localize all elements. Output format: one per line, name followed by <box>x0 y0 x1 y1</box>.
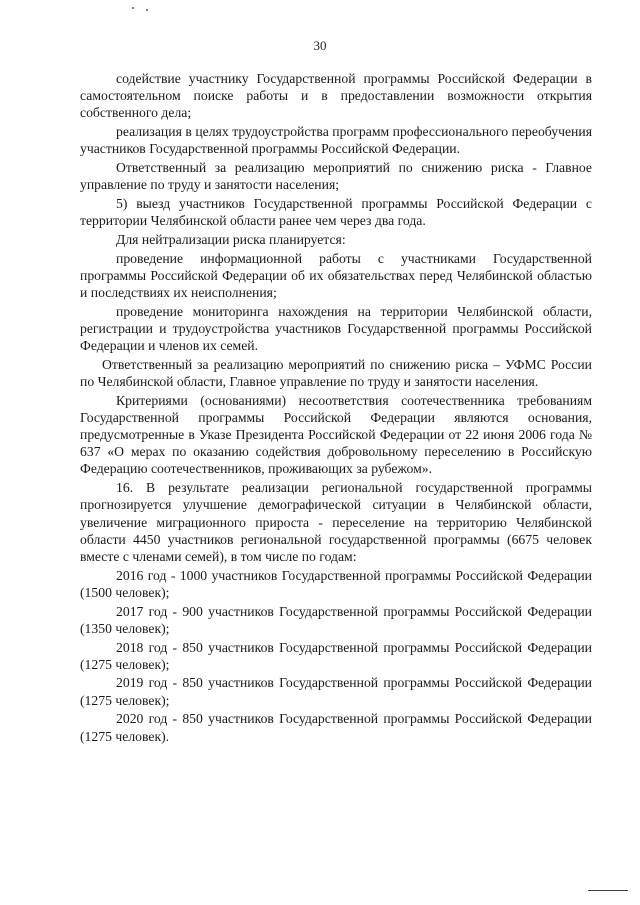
scan-artifact <box>146 9 148 11</box>
page-number: 30 <box>313 38 327 53</box>
scan-artifact-line <box>588 890 628 891</box>
paragraph: 2016 год - 1000 участников Государственной программы Российской Федерации (1500 человек); <box>80 567 592 600</box>
paragraph: Критериями (основаниями) несоответствия соотечественника требованиям Государственной программы Российской Федерации являются основания, предусмотренные в Указе Президента Российской Федерации от 22 июня 2006 года № 637 «О мерах по оказанию содействия добровольному переселению в Российскую Федерацию соотечественников, проживающих за рубежом». <box>80 392 592 477</box>
paragraph: 2019 год - 850 участников Государственной программы Российской Федерации (1275 человек); <box>80 675 592 708</box>
paragraph: 2020 год - 850 участников Государственной программы Российской Федерации (1275 человек). <box>80 711 592 744</box>
paragraph: проведение информационной работы с участниками Государственной программы Российской Федерации об их обязательствах перед Челябинской областью и последствиях их неисполнения; <box>80 250 592 300</box>
scan-artifact <box>132 7 134 9</box>
paragraph: 5) выезд участников Государственной программы Российской Федерации с территории Челябинской области ранее чем через два года. <box>80 195 592 229</box>
paragraph: 2017 год - 900 участников Государственной программы Российской Федерации (1350 человек); <box>80 603 592 636</box>
paragraph: содействие участнику Государственной программы Российской Федерации в самостоятельном поиске работы и в предоставлении возможности открытия собственного дела; <box>80 71 592 121</box>
paragraph: проведение мониторинга нахождения на территории Челябинской области, регистрации и трудоустройства участников Государственной программы Российской Федерации и членов их семей. <box>80 303 592 354</box>
paragraph: Ответственный за реализацию мероприятий по снижению риска - Главное управление по труду и занятости населения; <box>80 160 592 193</box>
paragraph: Ответственный за реализацию мероприятий по снижению риска – УФМС России по Челябинской области, Главное управление по труду и занятости населения. <box>80 356 592 389</box>
paragraph: реализация в целях трудоустройства программ профессионального переобучения участников Государственной программы Российской Федерации. <box>80 124 592 157</box>
paragraph: 16. В результате реализации региональной государственной программы прогнозируется улучшение демографической ситуации в Челябинской области, увеличение миграционного прироста - переселение на территорию Челябинской области 4450 участников региональной государственной программы (6675 человек вместе с членами семей), в том числе по годам: <box>80 480 592 564</box>
paragraph: Для нейтрализации риска планируется: <box>116 231 346 247</box>
document-body <box>80 70 592 746</box>
paragraph: 2018 год - 850 участников Государственной программы Российской Федерации (1275 человек); <box>80 639 592 672</box>
